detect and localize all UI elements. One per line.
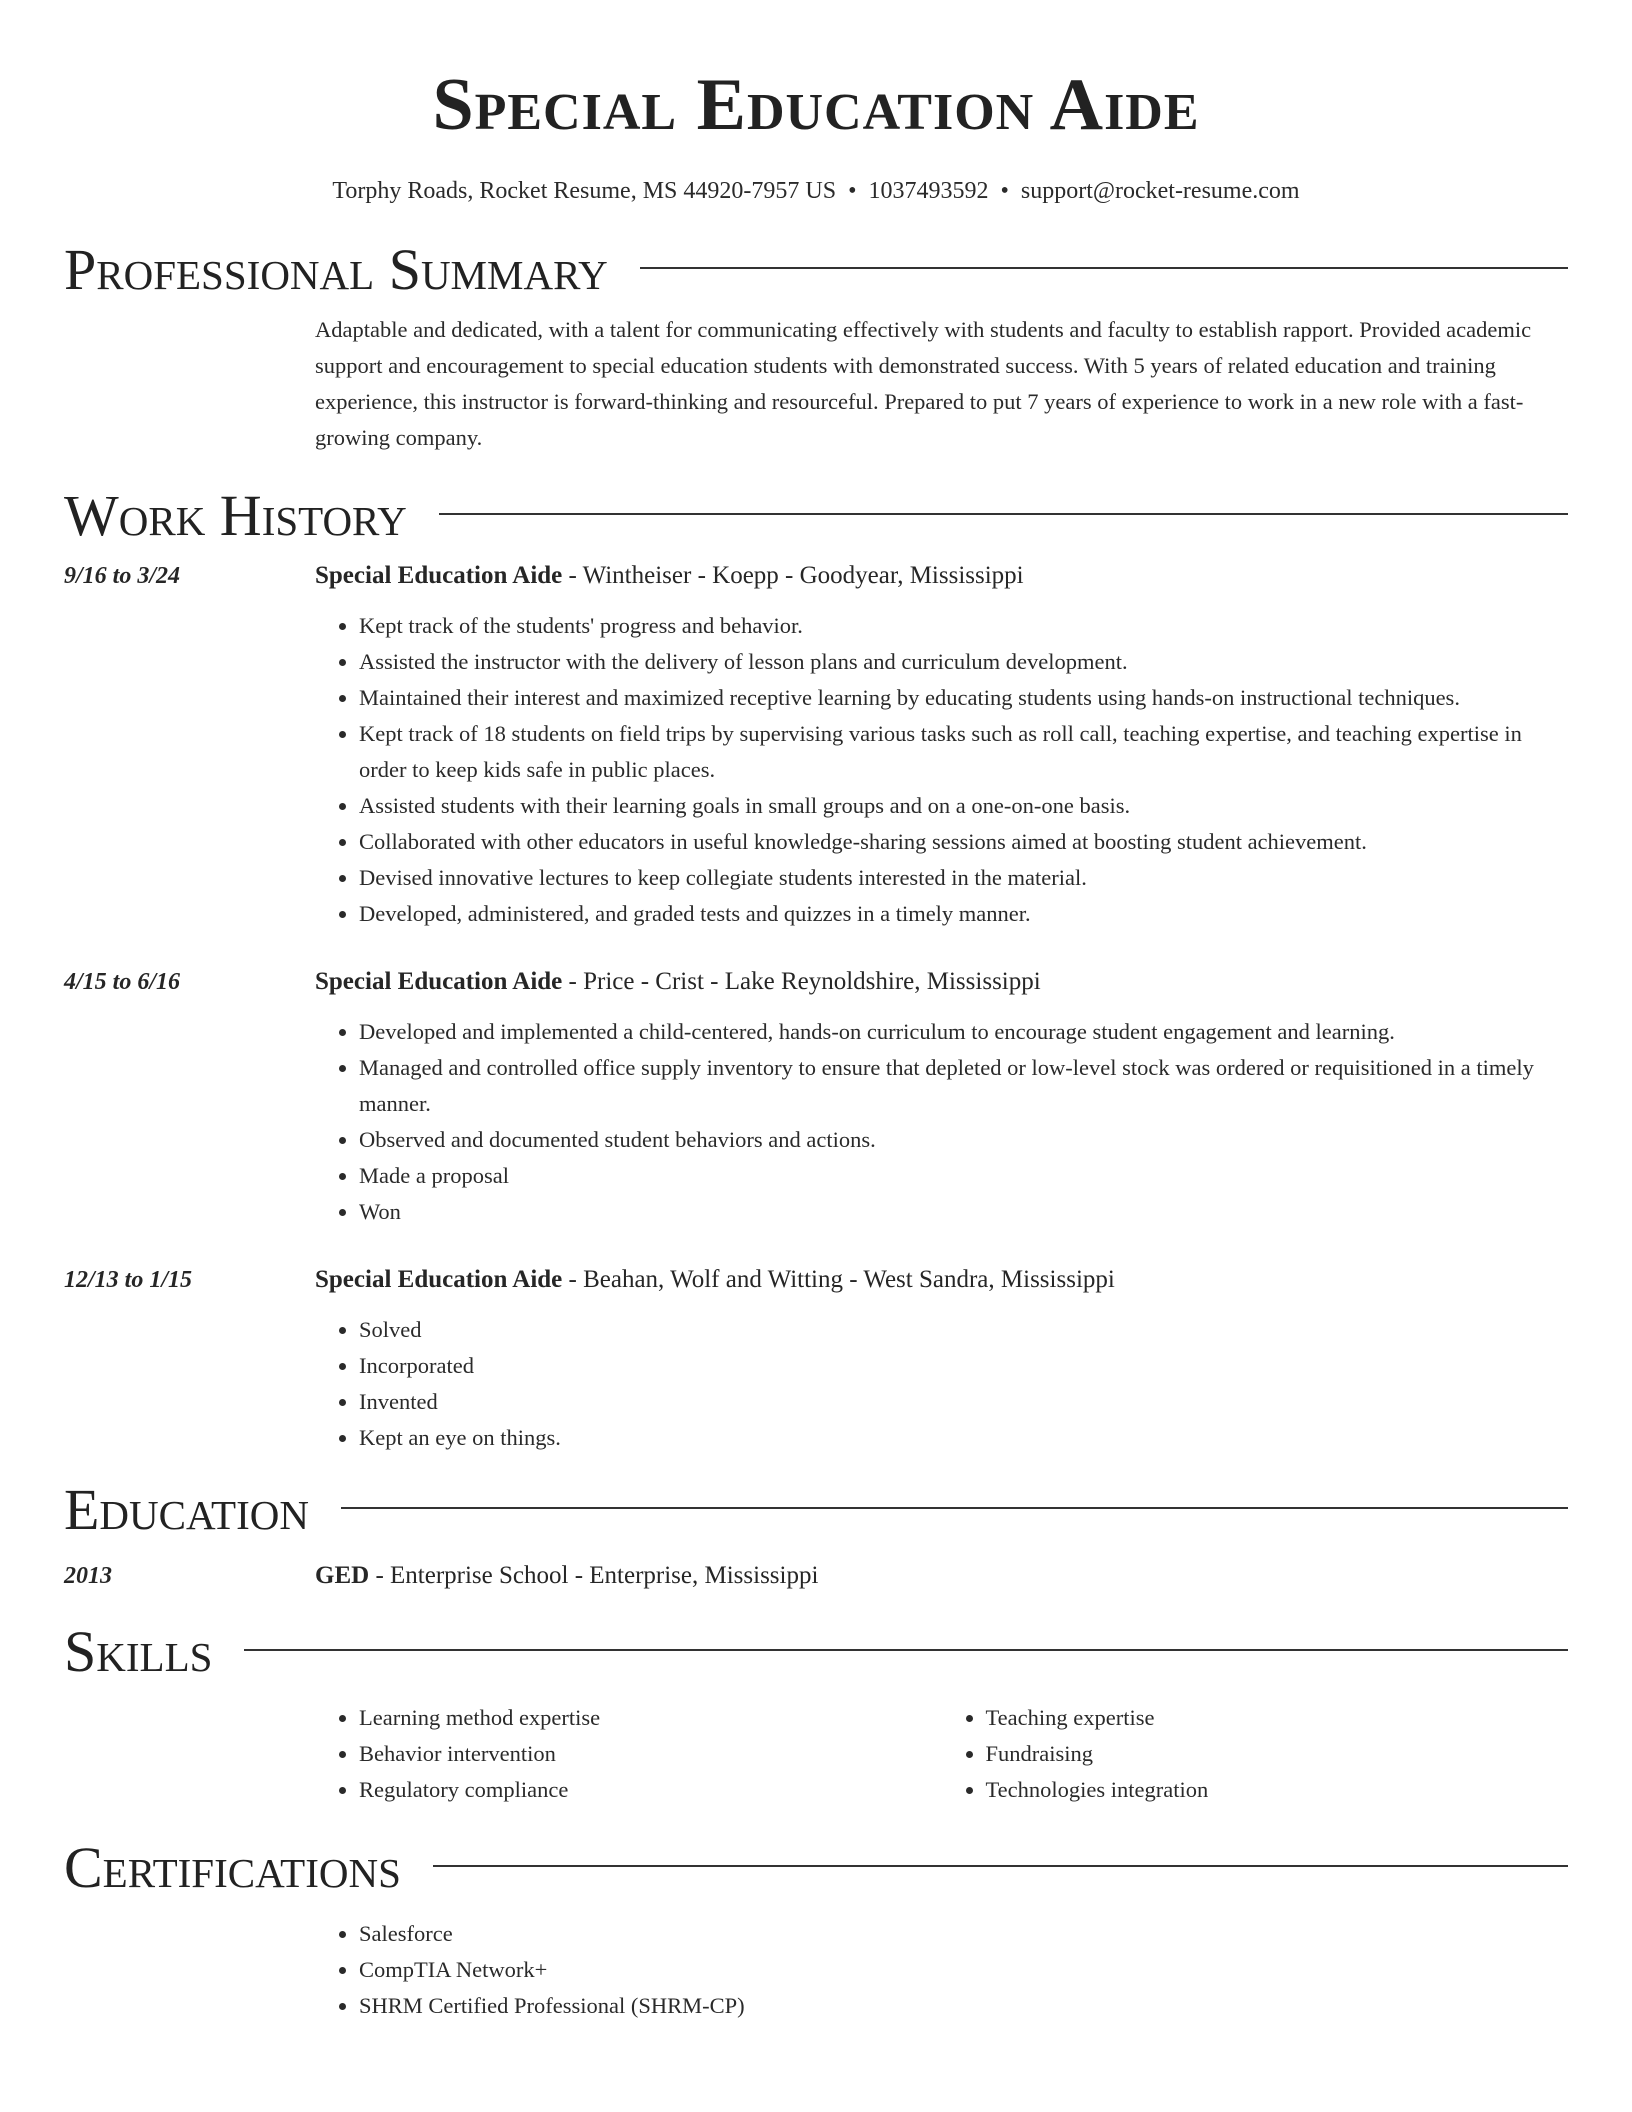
section-title: Work History [64,483,407,548]
list-item: • Kept track of the students' progress and behavior. [359,608,1568,644]
list-item: • SHRM Certified Professional (SHRM-CP) [359,1988,1568,2024]
work-bullets [315,608,1568,932]
section-heading-summary [64,237,1568,302]
list-item: • Made a proposal [359,1158,1568,1194]
work-entry [64,1262,1568,1456]
list-item: • Maintained their interest and maximized receptive learning by educating students using hands-on instructional techniques. [359,680,1568,716]
list-item: • Managed and controlled office supply inventory to ensure that depleted or low-level stock was ordered or requisitioned in a timely manner. [359,1050,1568,1122]
list-item: • Devised innovative lectures to keep collegiate students interested in the material. [359,860,1568,896]
degree: GED [315,1562,370,1589]
list-item: • Solved [359,1312,1568,1348]
list-item: • Fundraising [986,1736,1569,1772]
work-entry-body [315,964,1568,1230]
list-item: • Salesforce [359,1916,1568,1952]
section-divider [433,1865,1568,1867]
work-title-line [315,964,1568,1000]
employer-location: - Price - Crist - Lake Reynoldshire, Mississippi [562,968,1041,995]
section-divider [341,1507,1568,1509]
job-title: Special Education Aide [315,1266,563,1293]
contact-email: support@rocket-resume.com [1020,178,1300,204]
education-entry [64,1558,1568,1594]
work-bullets [315,1312,1568,1456]
skills-column-right [942,1700,1569,1808]
job-title: Special Education Aide [315,562,563,589]
contact-line [64,176,1568,206]
list-item: • Observed and documented student behaviors and actions. [359,1122,1568,1158]
work-title-line [315,1262,1568,1298]
employer-location: - Beahan, Wolf and Witting - West Sandra, Mississippi [562,1266,1115,1293]
work-bullets [315,1014,1568,1230]
skills-column-left [315,1700,942,1808]
work-title-line [315,558,1568,594]
summary-text: Adaptable and dedicated, with a talent for communicating effectively with students and faculty to establish rapport. Provided academic support and encouragement to special education students with demonstrated success. With 5 years of related education and training experience, this instructor is forward-thinking and resourceful. Prepared to put 7 years of experience to work in a new role with a fast-growing company. [315,317,1532,450]
resume-name: Special Education Aide [432,64,1200,146]
certifications-bullets [315,1916,1568,2024]
list-item: • Regulatory compliance [359,1772,942,1808]
section-divider [244,1649,1568,1651]
list-item: • Assisted the instructor with the delivery of lesson plans and curriculum development. [359,644,1568,680]
list-item: • Technologies integration [986,1772,1569,1808]
job-title: Special Education Aide [315,968,563,995]
work-dates: 12/13 to 1/15 [64,1267,193,1293]
section-divider [640,267,1568,269]
section-title: Education [64,1477,309,1542]
list-item: • Kept an eye on things. [359,1420,1568,1456]
list-item: • Collaborated with other educators in useful knowledge-sharing sessions aimed at boosting student achievement. [359,824,1568,860]
employer-location: - Wintheiser - Koepp - Goodyear, Mississippi [562,562,1024,589]
work-entry [64,964,1568,1230]
education-entry-body [315,1558,1568,1594]
list-item: • Learning method expertise [359,1700,942,1736]
section-heading-education [64,1477,1568,1542]
work-dates: 9/16 to 3/24 [64,563,181,589]
list-item: • Behavior intervention [359,1736,942,1772]
work-entry-body [315,1262,1568,1456]
list-item: • Incorporated [359,1348,1568,1384]
contact-address: Torphy Roads, Rocket Resume, MS 44920-7957 US [332,178,837,204]
list-item: • Kept track of 18 students on field trips by supervising various tasks such as roll call, teaching expertise, and teaching expertise in order to keep kids safe in public places. [359,716,1568,788]
section-divider [439,513,1568,515]
list-item: • Assisted students with their learning goals in small groups and on a one-on-one basis. [359,788,1568,824]
list-item: • Won [359,1194,1568,1230]
skills-list [315,1700,1568,1808]
section-heading-skills [64,1619,1568,1684]
list-item: • Developed and implemented a child-centered, hands-on curriculum to encourage student engagement and learning. [359,1014,1568,1050]
work-dates: 4/15 to 6/16 [64,969,181,995]
school-location: - Enterprise School - Enterprise, Mississippi [369,1562,819,1589]
education-year: 2013 [64,1563,112,1589]
section-title: Skills [64,1619,213,1684]
contact-separator: • [848,178,857,204]
section-title: Professional Summary [64,237,608,302]
contact-separator: • [1000,178,1009,204]
section-title: Certifications [64,1835,401,1900]
list-item: • CompTIA Network+ [359,1952,1568,1988]
list-item: • Invented [359,1384,1568,1420]
work-entry [64,558,1568,932]
work-entry-body [315,558,1568,932]
list-item: • Teaching expertise [986,1700,1569,1736]
certifications-list [315,1916,1568,2024]
section-heading-certifications [64,1835,1568,1900]
resume-page [64,0,1568,2024]
education-title-line [315,1558,1568,1594]
section-heading-work-history [64,483,1568,548]
list-item: • Developed, administered, and graded tests and quizzes in a timely manner. [359,896,1568,932]
contact-phone: 1037493592 [868,178,989,204]
